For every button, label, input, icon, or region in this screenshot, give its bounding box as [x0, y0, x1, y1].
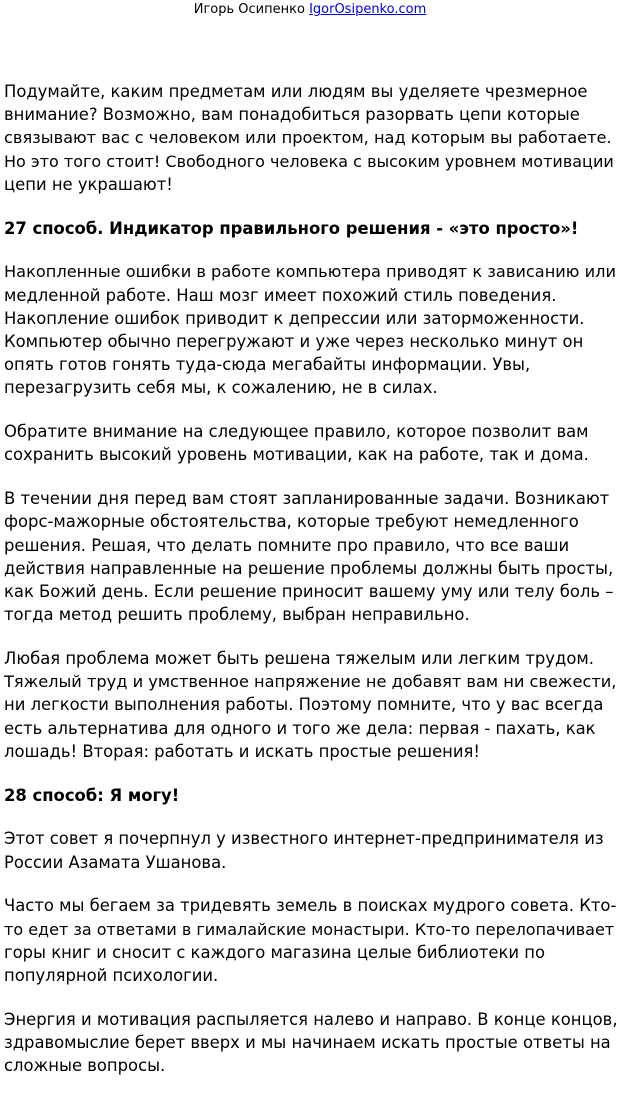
text-line: Обратите внимание на следующее правило, которое позволит вам — [4, 422, 589, 442]
text-line: то едет за ответами в гималайские монастыри. Кто-то перелопачивает — [4, 919, 615, 939]
text-line: ни легкости выполнения работы. Поэтому помните, что у вас всегда — [4, 695, 604, 715]
section-heading — [4, 784, 618, 807]
text-line: цепи не украшают! — [4, 174, 173, 194]
text-line: Накопленные ошибки в работе компьютера приводят к зависанию или — [4, 262, 616, 282]
text-line: связывают вас с человеком или проектом, над которым вы работаете. — [4, 128, 612, 148]
paragraph — [4, 260, 618, 399]
text-line: медленной работе. Наш мозг имеет похожий стиль поведения. — [4, 285, 557, 305]
text-line: здравомыслие берет вверх и мы начинаем искать простые ответы на — [4, 1033, 611, 1053]
text-line: как Божий день. Если решение приносит вашему уму или телу боль – — [4, 582, 614, 602]
text-line: Но это того стоит! Свободного человека с высоким уровнем мотивации — [4, 151, 614, 171]
text-line: Этот совет я почерпнул у известного интернет-предпринимателя из — [4, 829, 604, 849]
paragraph — [4, 1008, 618, 1078]
text-line: популярной психологии. — [4, 966, 219, 986]
text-line: Компьютер обычно перегружают и уже через несколько минут он — [4, 332, 584, 352]
text-line: сложные вопросы. — [4, 1056, 166, 1076]
text-line: решения. Решая, что делать помните про правило, что все ваши — [4, 535, 570, 555]
heading-text: 27 способ. Индикатор правильного решения - «это просто»! — [4, 218, 579, 238]
text-line: форс-мажорные обстоятельства, которые требуют немедленного — [4, 512, 579, 532]
text-line: горы книг и сносит с каждого магазина целые библиотеки по — [4, 942, 545, 962]
text-line: Часто мы бегаем за тридевять земель в поисках мудрого совета. Кто- — [4, 896, 617, 916]
text-line: Накопление ошибок приводит к депрессии или заторможенности. — [4, 308, 585, 328]
text-line: В течении дня перед вам стоят запланированные задачи. Возникают — [4, 489, 610, 509]
author-name: Игорь Осипенко — [193, 2, 305, 17]
text-line: Тяжелый труд и умственное напряжение не добавят вам ни свежести, — [4, 672, 617, 692]
text-line: действия направленные на решение проблемы должны быть просты, — [4, 558, 614, 578]
text-line: есть альтернатива для одного и того же дела: первая - пахать, как — [4, 718, 596, 738]
paragraph — [4, 420, 618, 466]
paragraph — [4, 827, 618, 873]
text-line: Энергия и мотивация распыляется налево и направо. В конце концов, — [4, 1009, 618, 1029]
document-body — [4, 80, 618, 1098]
text-line: перезагрузить себя мы, к сожалению, не в силах. — [4, 378, 438, 398]
text-line: тогда метод решить проблему, выбран неправильно. — [4, 605, 470, 625]
site-link[interactable]: IgorOsipenko.com — [309, 2, 427, 17]
paragraph — [4, 894, 618, 987]
page-header — [0, 2, 620, 18]
text-line: сохранить высокий уровень мотивации, как на работе, так и дома. — [4, 445, 589, 465]
paragraph — [4, 80, 618, 196]
text-line: опять готов гонять туда-сюда мегабайты информации. Увы, — [4, 355, 531, 375]
heading-text: 28 способ: Я могу! — [4, 785, 180, 805]
paragraph — [4, 487, 618, 626]
paragraph — [4, 647, 618, 763]
text-line: России Азамата Ушанова. — [4, 852, 227, 872]
text-line: Подумайте, каким предметам или людям вы уделяете чрезмерное — [4, 82, 588, 101]
section-heading — [4, 217, 618, 240]
text-line: лошадь! Вторая: работать и искать простые решения! — [4, 741, 480, 761]
text-line: Любая проблема может быть решена тяжелым или легким трудом. — [4, 649, 594, 669]
text-line: внимание? Возможно, вам понадобиться разорвать цепи которые — [4, 105, 580, 125]
